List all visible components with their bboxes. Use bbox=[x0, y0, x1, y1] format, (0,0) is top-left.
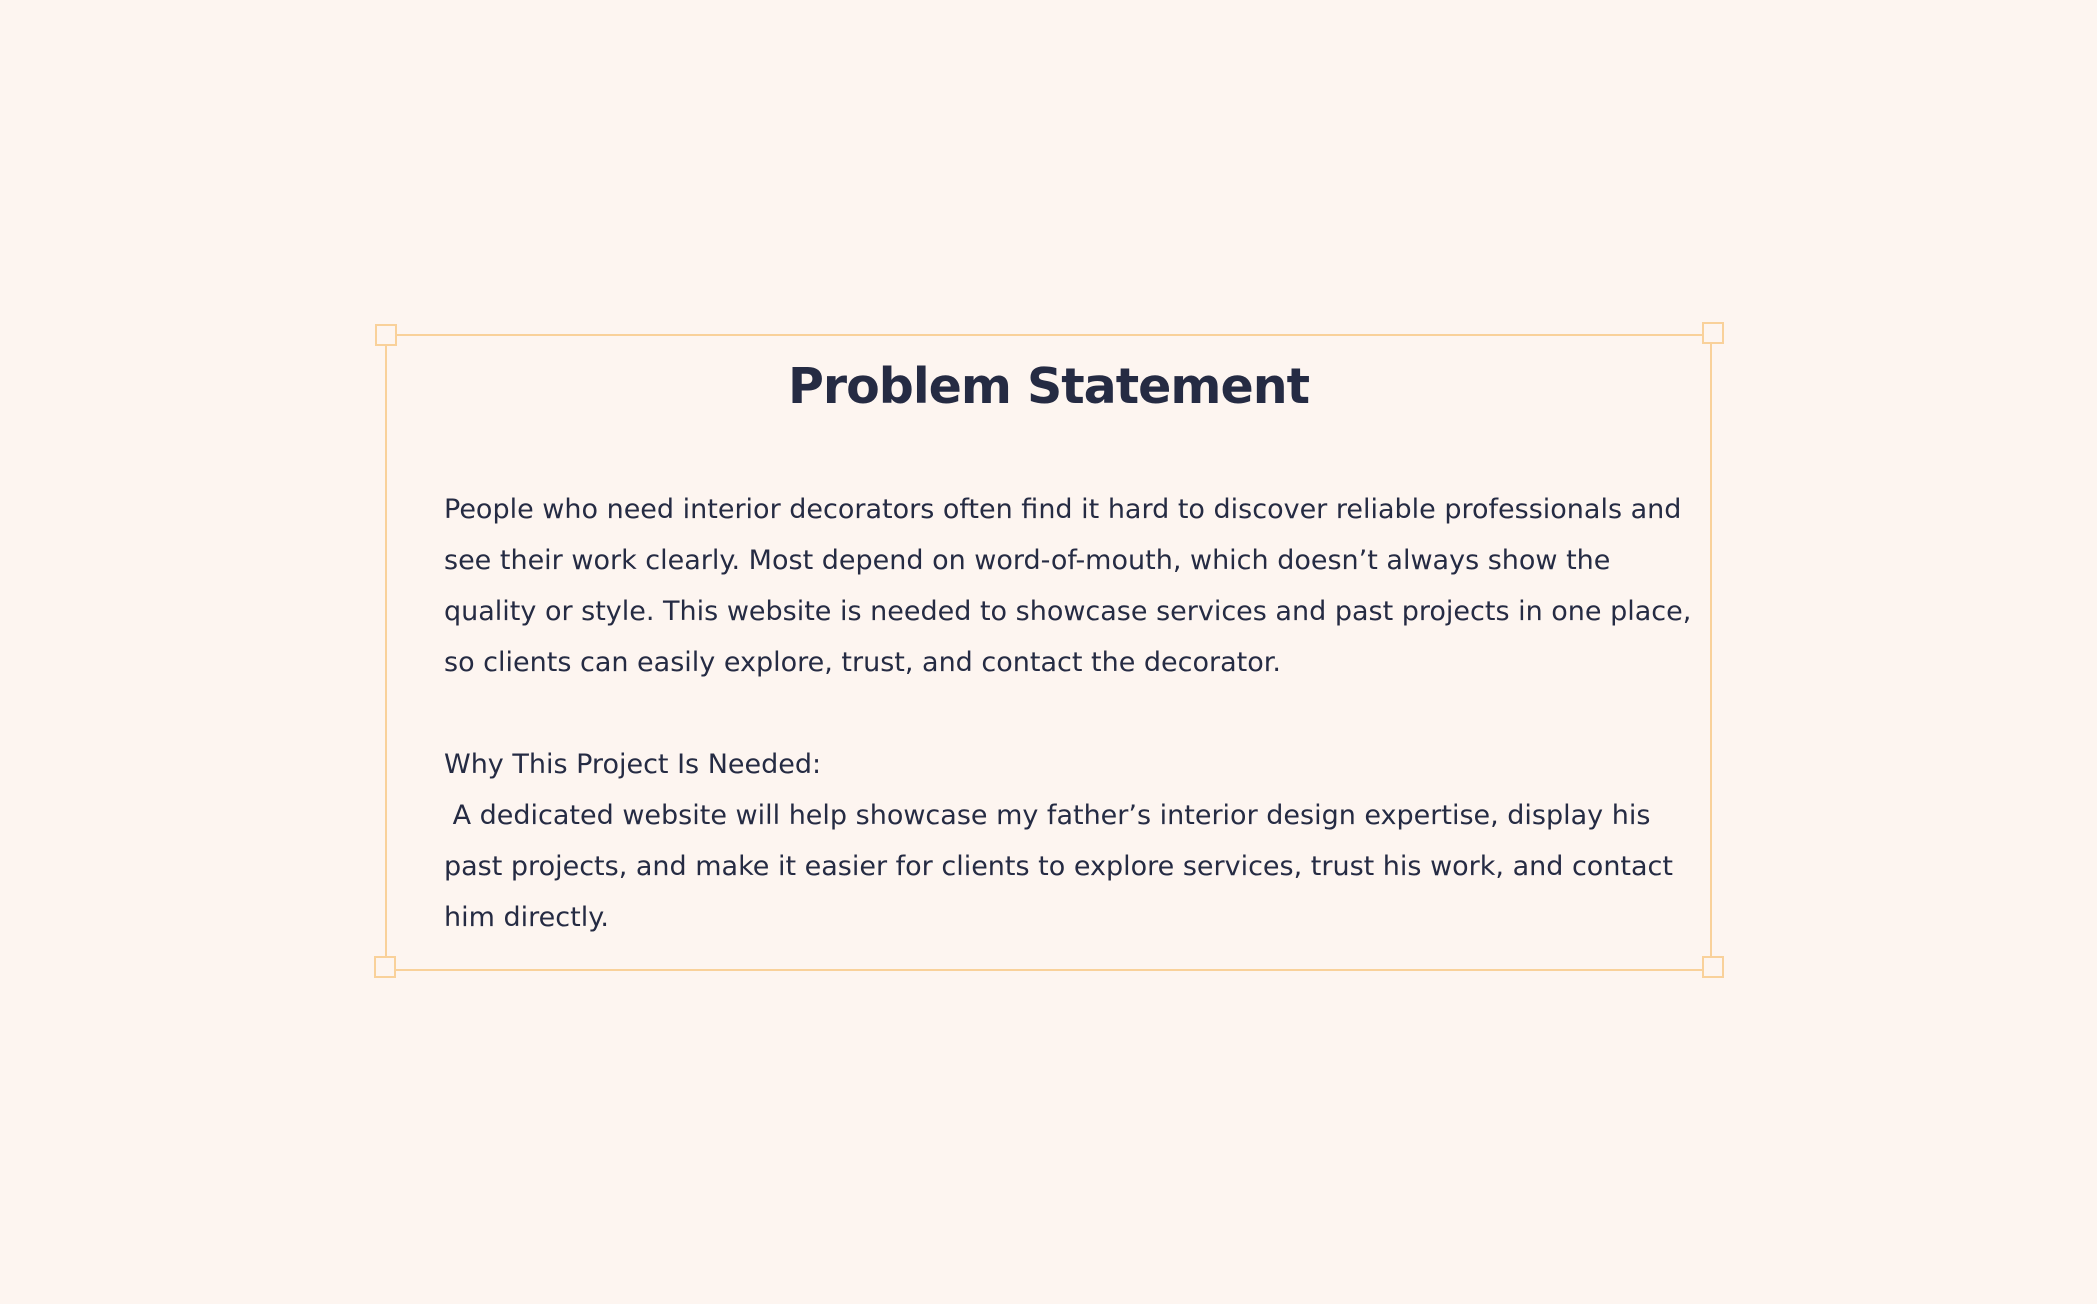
problem-paragraph: People who need interior decorators often find it hard to discover reliable professionals and see their work clearly. Most depend on word-of-mouth, which doesn’t always show the quality or style. This website is needed to showcase services and past projects in one place, so clients can easily explore, trust, and contact the decorator. bbox=[444, 494, 1700, 678]
slide-title: Problem Statement bbox=[788, 358, 1309, 415]
resize-handle-bottom-left[interactable] bbox=[374, 956, 396, 978]
resize-handle-top-right[interactable] bbox=[1702, 322, 1724, 344]
subheading: Why This Project Is Needed: bbox=[444, 749, 822, 780]
paragraph-spacer bbox=[444, 688, 1694, 739]
need-paragraph: A dedicated website will help showcase my father’s interior design expertise, display his past projects, and make it easier for clients to explore services, trust his work, and contact him directly. bbox=[444, 800, 1682, 933]
resize-handle-top-left[interactable] bbox=[375, 324, 397, 346]
text-body[interactable] bbox=[444, 484, 1700, 943]
resize-handle-bottom-right[interactable] bbox=[1702, 956, 1724, 978]
